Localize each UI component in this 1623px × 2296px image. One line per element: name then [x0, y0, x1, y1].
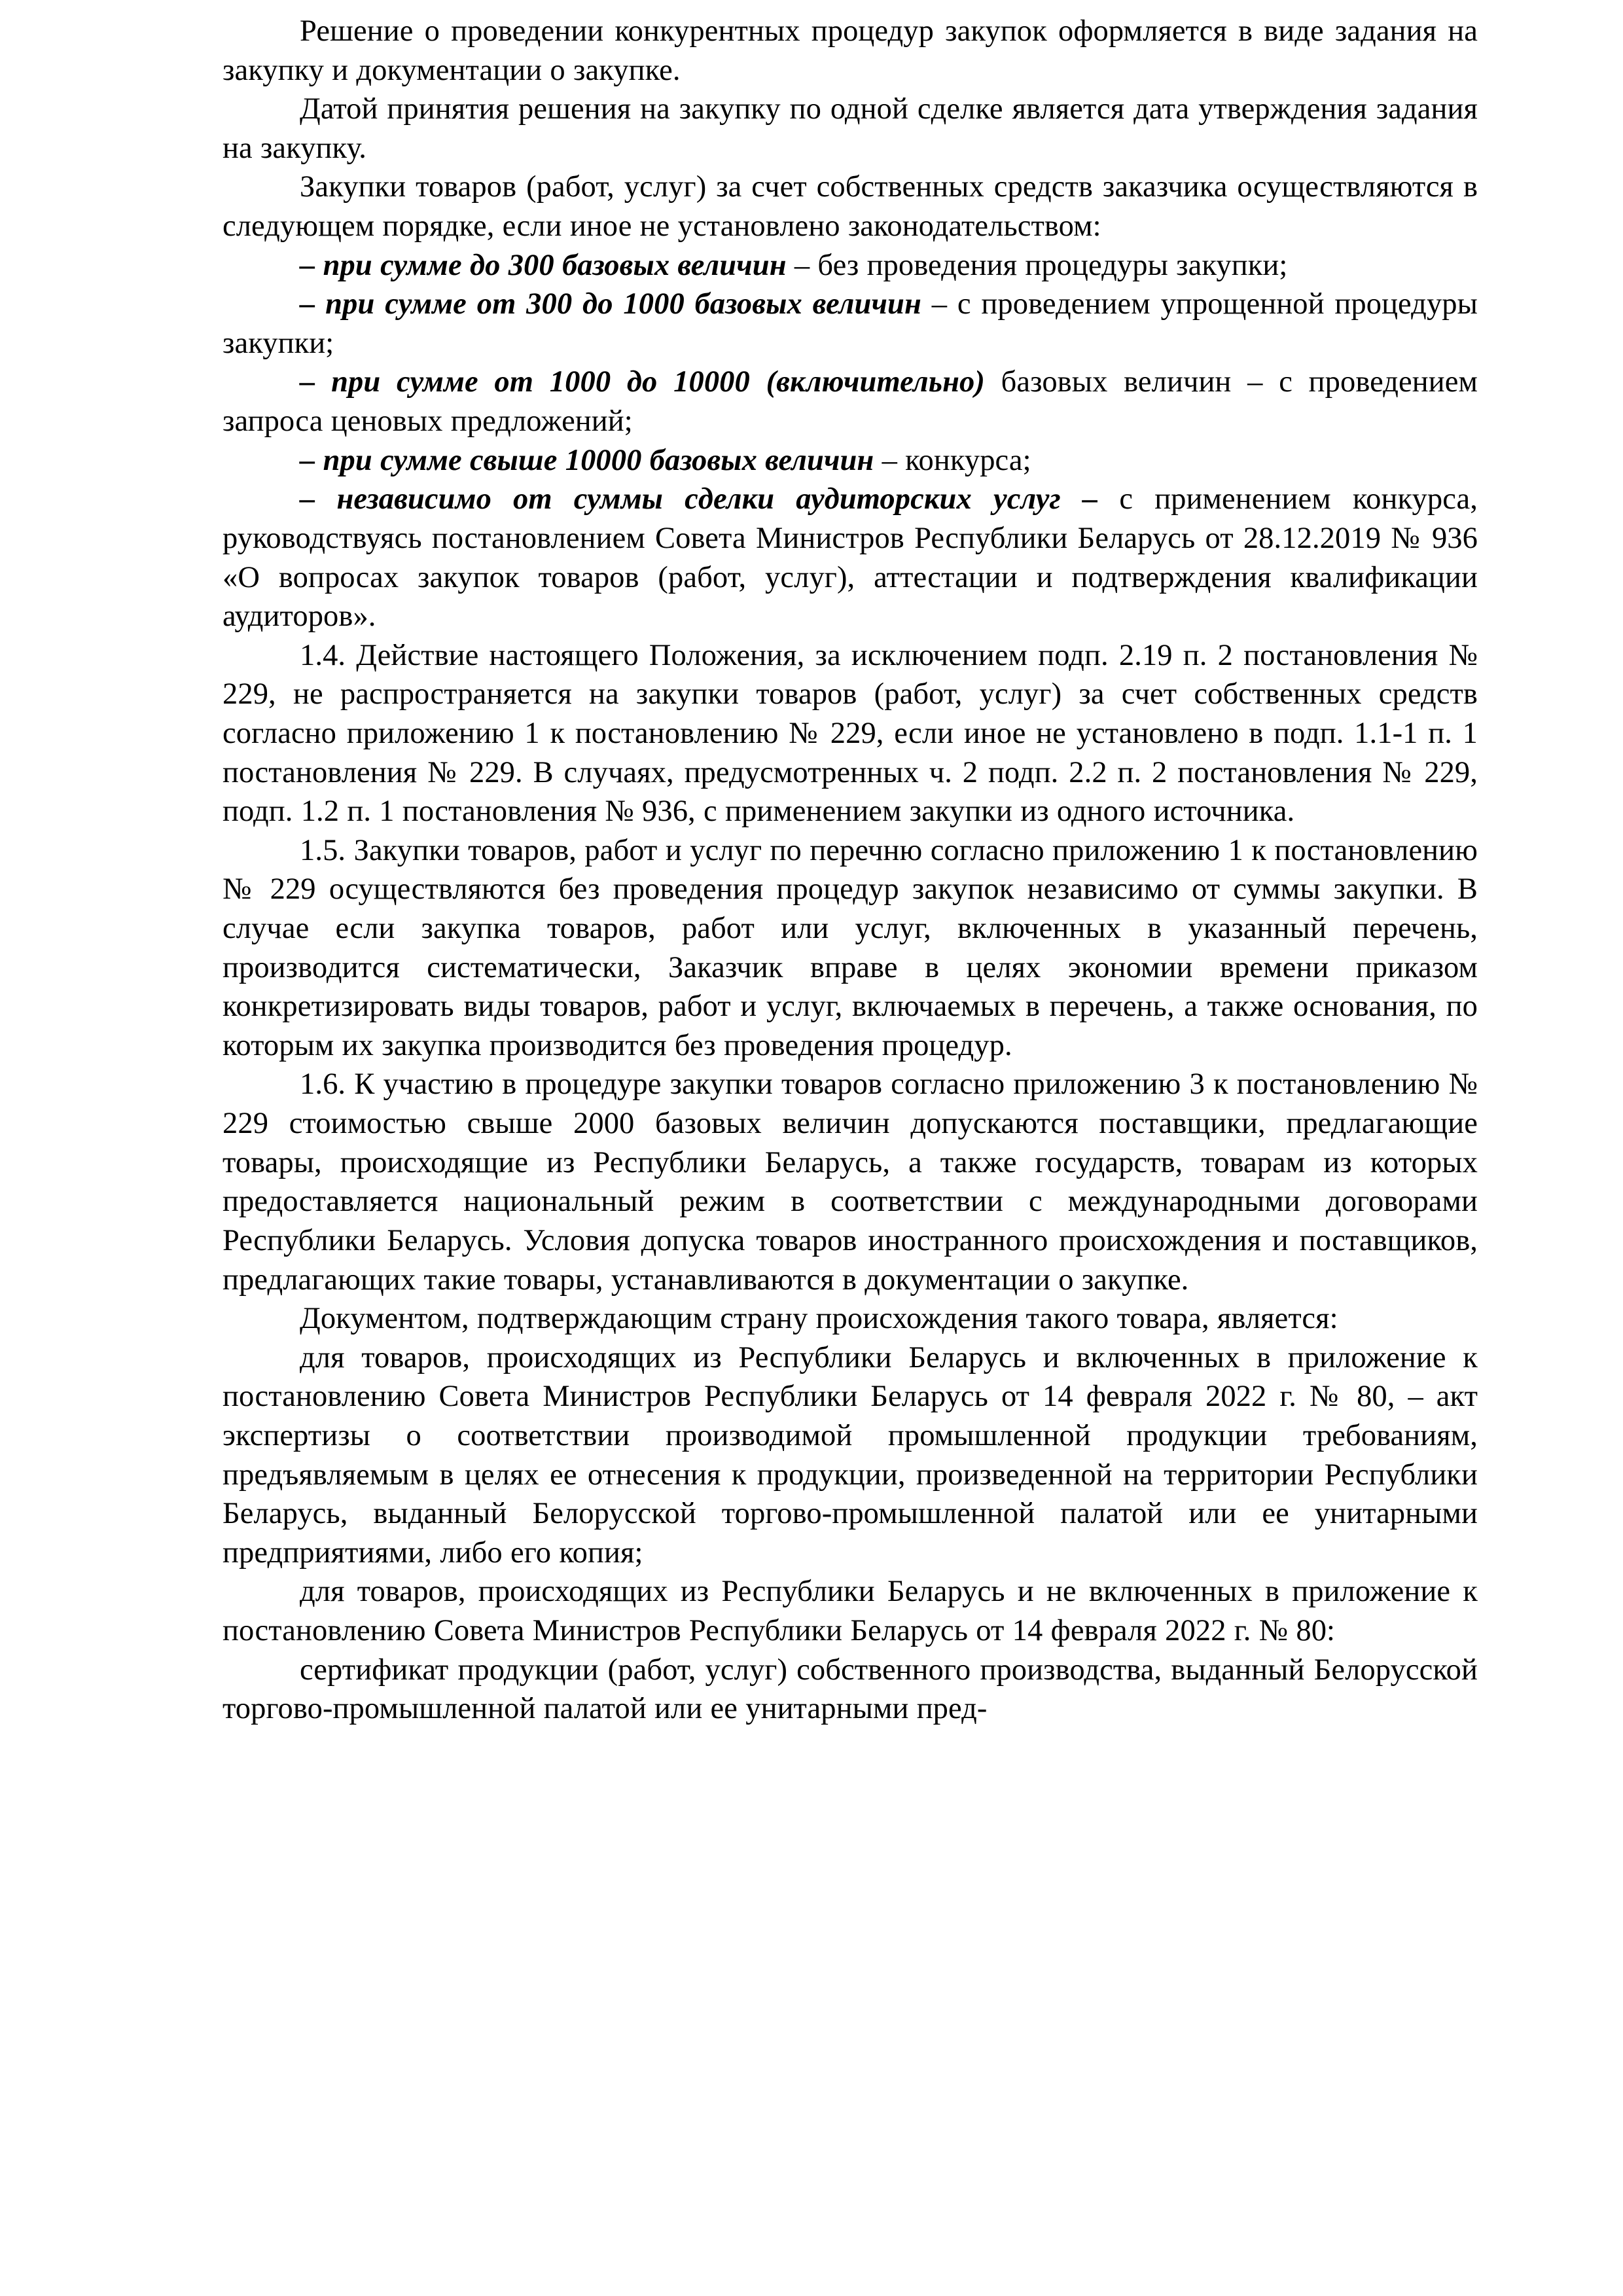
- dash-item-over-10000: [223, 441, 1478, 480]
- paragraph-own-funds-order: Закупки товаров (работ, услуг) за счет собственных средств заказчика осуществляются в следующем порядке, если иное не установлено законодательством:: [223, 170, 1478, 243]
- dash-item-over-10000-lead: – при сумме свыше 10000 базовых величин: [300, 443, 874, 477]
- dash-item-over-10000-rest: – конкурса;: [874, 443, 1031, 477]
- document-text-body: [223, 12, 1478, 1729]
- dash-item-audit-services-rest: с применением конкурса, руководствуясь постановлением Совета Министров Республики Беларусь от 28.12.2019 № 936 «О вопросах закупок товаров (работ, услуг), аттестации и подтверждения квалификации аудиторов».: [223, 482, 1478, 634]
- paragraph-decision-date: Датой принятия решения на закупку по одной сделке является дата утверждения задания на закупку.: [223, 92, 1478, 165]
- dash-item-up-to-300-rest: – без проведения процедуры закупки;: [786, 248, 1288, 282]
- dash-item-audit-services: [223, 480, 1478, 636]
- clause-1-6: 1.6. К участию в процедуре закупки товаров согласно приложению 3 к постановлению № 229 стоимостью свыше 2000 базовых величин допускаются поставщики, предлагающие товары, происходящие из Республики Беларусь, а также государств, товарам из которых предоставляется национальный режим в соответствии с международными договорами Республики Беларусь. Условия допуска товаров иностранного происхождения и поставщиков, предлагающих такие товары, устанавливаются в документации о закупке.: [223, 1067, 1478, 1297]
- clause-1-4: 1.4. Действие настоящего Положения, за исключением подп. 2.19 п. 2 постановления № 229, не распространяется на закупки товаров (работ, услуг) за счет собственных средств согласно приложению 1 к постановлению № 229, если иное не установлено в подп. 1.1-1 п. 1 постановления № 229. В случаях, предусмотренных ч. 2 подп. 2.2 п. 2 постановления № 229, подп. 1.2 п. 1 постановления № 936, с применением закупки из одного источника.: [223, 638, 1478, 829]
- paragraph-origin-document-intro: Документом, подтверждающим страну происхождения такого товара, является:: [300, 1302, 1338, 1336]
- clause-1-5: 1.5. Закупки товаров, работ и услуг по перечню согласно приложению 1 к постановлению № 229 осуществляются без проведения процедур закупок независимо от суммы закупки. В случае если закупка товаров, работ или услуг, включенных в указанный перечень, производится систематически, Заказчик вправе в целях экономии времени приказом конкретизировать виды товаров, работ и услуг, включаемых в перечень, а также основания, по которым их закупка производится без проведения процедур.: [223, 833, 1478, 1062]
- paragraph-goods-listed-annex-80: для товаров, происходящих из Республики Беларусь и включенных в приложение к постановлению Совета Министров Республики Беларусь от 14 февраля 2022 г. № 80, – акт экспертизы о соответствии производимой промышленной продукции требованиям, предъявляемым в целях ее отнесения к продукции, произведенной на территории Республики Беларусь, выданный Белорусской торгово-промышленной палатой или ее унитарными предприятиями, либо его копия;: [223, 1340, 1478, 1570]
- paragraph-intro-decision: Решение о проведении конкурентных процедур закупок оформляется в виде задания на закупку и документации о закупке.: [223, 14, 1478, 87]
- dash-item-300-to-1000: [223, 285, 1478, 363]
- dash-item-up-to-300: [223, 246, 1478, 285]
- dash-item-300-to-1000-lead: – при сумме от 300 до 1000 базовых величин: [300, 287, 921, 321]
- dash-item-300-to-1000-rest: – с проведением упрощенной процедуры закупки;: [223, 287, 1478, 360]
- dash-item-audit-services-lead: – независимо от суммы сделки аудиторских услуг –: [300, 482, 1098, 516]
- dash-item-1000-to-10000: [223, 363, 1478, 440]
- paragraph-own-production-certificate: сертификат продукции (работ, услуг) собственного производства, выданный Белорусской торгово-промышленной палатой или ее унитарными пред-: [223, 1653, 1478, 1726]
- dash-item-1000-to-10000-lead: – при сумме от 1000 до 10000 (включительно): [300, 365, 985, 399]
- dash-item-up-to-300-lead: – при сумме до 300 базовых величин: [300, 248, 787, 282]
- dash-item-1000-to-10000-rest: базовых величин – с проведением запроса ценовых предложений;: [223, 365, 1478, 439]
- paragraph-goods-not-listed-annex-80: для товаров, происходящих из Республики Беларусь и не включенных в приложение к постановлению Совета Министров Республики Беларусь от 14 февраля 2022 г. № 80:: [223, 1575, 1478, 1647]
